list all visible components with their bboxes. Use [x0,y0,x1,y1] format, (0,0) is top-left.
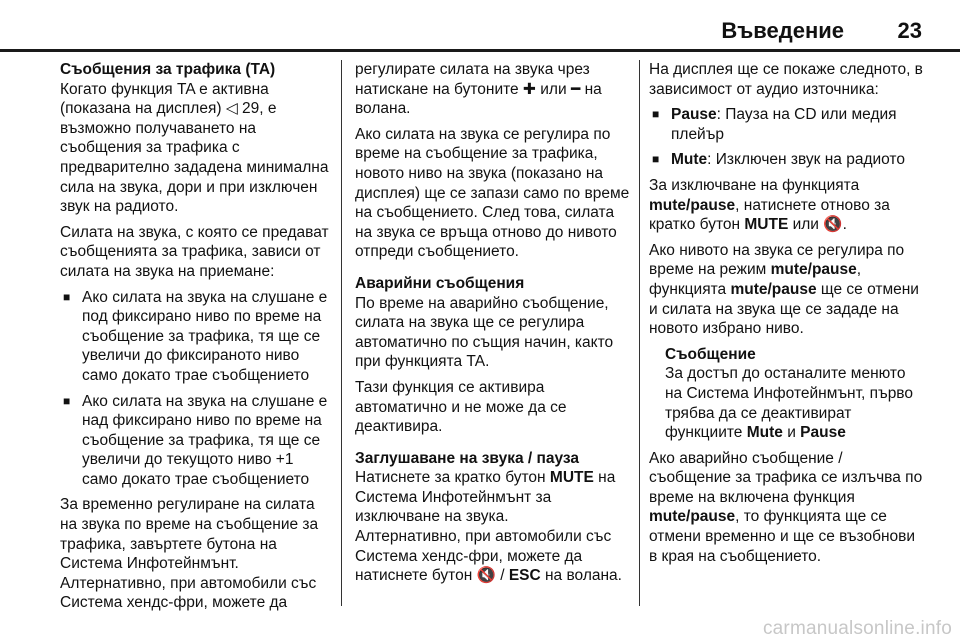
minus-button-icon: ━ [570,80,581,98]
column-divider [639,60,640,606]
paragraph: За изключване на функцията mute/pause, натиснете отново за кратко бутон MUTE или 🔇. [649,176,890,234]
page-reference-triangle-icon: ◁ [225,100,238,118]
paragraph: Ако нивото на звука се регулира по време на режим mute/pause, функцията mute/pause ще се отмени и силата на звука ще се зададе на новото избрано ниво. [649,241,919,338]
header-rule [0,49,960,52]
note-text: За достъп до останалите менюто на Система Инфотейнмънт, първо трябва да се деактивират функциите Mute и Pause [665,365,913,442]
section-heading-emergency-announcements: Аварийни съобщения [355,274,525,292]
mute-icon: 🔇 [476,567,496,585]
watermark: carmanualsonline.info [762,618,952,639]
paragraph: На дисплея ще се покаже следното, в зависимост от аудио източника: [649,61,923,98]
paragraph: Ако аварийно съобщение / съобщение за трафика се излъчва по време на включена функция mute/pause, то функцията ще се отмени временно и ще се възобнови в края на съобщението. [649,449,923,565]
paragraph: Алтернативно, при автомобили със Система хендс-фри, можете да натиснете бутон 🔇 / ESC на волана. [355,528,622,585]
bullet-item: ■ Ако силата на звука на слушане е над фиксирано ниво по време на съобщение за трафика, тя ще се увеличи до текущото ниво +1 само докато трае съобщението [60,392,332,490]
column-2 [355,60,631,592]
column-3 [649,60,926,572]
plus-button-icon: ✚ [522,80,536,98]
paragraph: Алтернативно, при автомобили със Система хендс-фри, можете да [60,574,317,612]
paragraph: Ако силата на звука се регулира по време на съобщение за трафика, новото ниво на звука (показано на дисплея) ще се запази само по време на съобщението. След това, силата на звука се връща отново до нивото отпреди съобщението. [355,125,630,261]
paragraph: Натиснете за кратко бутон MUTE на Система Инфотейнмънт за изключване на звука. [355,469,616,526]
bullet-item: ■ Ако силата на звука на слушане е под фиксирано ниво по време на съобщение за трафика, тя ще се увеличи до фиксираното ниво само докато трае съобщението [60,288,332,386]
note-box [649,345,926,443]
column-1 [60,60,332,619]
section-heading-mute-pause: Заглушаване на звука / пауза [355,449,580,467]
column-divider [341,60,342,606]
paragraph: Силата на звука, с която се предават съобщенията за трафика, зависи от силата на звука на приемане: [60,223,329,280]
bullet-item: ■ Pause: Пауза на CD или медия плейър [649,105,926,144]
paragraph: За временно регулиране на силата на звука по време на съобщение за трафика, завъртете бутона на Система Инфотейнмънт. [60,496,319,573]
note-title: Съобщение [665,345,756,363]
paragraph: По време на аварийно съобщение, силата на звука ще се регулира автоматично по същия начин, както при функцията TA. [355,294,614,371]
section-heading-traffic-announcements: Съобщения за трафика (TA) [60,61,276,78]
page-header [0,0,960,52]
paragraph: регулирате силата на звука чрез натискане на бутоните ✚ или ━ на волана. [355,61,602,118]
bullet-item: ■ Mute: Изключен звук на радиото [649,150,926,170]
paragraph: Тази функция се активира автоматично и не може да се деактивира. [355,378,567,436]
mute-icon: 🔇 [823,216,843,234]
chapter-title: Въведение [721,18,844,43]
page-number: 23 [897,18,922,43]
paragraph: Когато функция TA е активна (показана на дисплея) ◁ 29, е възможно получаването на съобщения за трафика с предварително зададена минимална сила на звука, дори и при изключен звук на радиото. [60,80,329,216]
